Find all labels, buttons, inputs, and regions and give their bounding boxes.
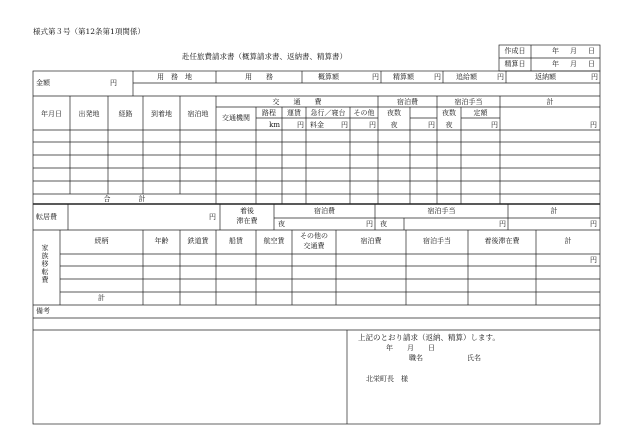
- relocation-night-1: 夜: [278, 220, 285, 228]
- refund-label: 返納額: [535, 73, 556, 81]
- family-sum-label: 計: [98, 294, 105, 302]
- settled-month: 月: [570, 60, 577, 68]
- job-title-label: 職名: [409, 354, 423, 362]
- additional-yen: 円: [497, 73, 504, 81]
- col-arrive: 到着地: [151, 110, 172, 118]
- col-total-yen: 円: [590, 121, 597, 129]
- created-year: 年: [552, 47, 559, 55]
- col-distance-unit: km: [269, 121, 280, 129]
- col-lodging-allowance: 宿泊手当: [454, 98, 483, 106]
- col-date: 年月日: [41, 110, 62, 118]
- relocation-lodging: 宿泊費: [314, 207, 335, 215]
- settled-day: 日: [588, 60, 595, 68]
- request-date: 年 月 日: [386, 344, 435, 352]
- col-nights: 夜数: [387, 109, 401, 117]
- col-transport: 交 通 費: [272, 98, 322, 106]
- family-lodging: 宿泊費: [360, 237, 382, 245]
- family-relation: 続柄: [94, 237, 109, 245]
- col-transport-org: 交通機関: [222, 114, 250, 122]
- col-surcharge: 料金: [310, 121, 324, 129]
- settled-year: 年: [552, 60, 559, 68]
- amount-label: 金額: [36, 79, 50, 87]
- relocation-night-2: 夜: [380, 220, 387, 228]
- settlement-label: 精算額: [393, 73, 414, 81]
- col-allow-nights-unit: 夜: [445, 121, 453, 129]
- col-depart: 出発地: [78, 110, 100, 118]
- settled-date-label: 精算日: [504, 60, 526, 68]
- estimate-label: 概算額: [318, 73, 339, 81]
- family-age: 年齢: [154, 237, 169, 245]
- created-day: 日: [588, 47, 595, 55]
- col-fare-yen: 円: [297, 121, 304, 129]
- notes-label: 備考: [36, 307, 50, 315]
- col-lodging-cost: 宿泊費: [397, 98, 418, 106]
- family-other-2: 交通費: [303, 242, 325, 250]
- request-statement: 上記のとおり請求（返納、精算）します。: [358, 333, 500, 342]
- relocation-yen-3: 円: [590, 220, 597, 228]
- family-rail: 鉄道賃: [187, 237, 209, 245]
- col-express: 急行／寝台: [310, 109, 346, 117]
- relocation-yen-2: 円: [499, 220, 506, 228]
- relocation-yen-1: 円: [366, 220, 373, 228]
- travel-sum-label: 合 計: [103, 195, 146, 203]
- arrival-stay-label-2: 滞在費: [236, 217, 258, 225]
- family-allowance: 宿泊手当: [423, 237, 451, 245]
- family-side-label: 家族移転費: [41, 244, 49, 284]
- duty-place-label: 用 務 地: [157, 73, 192, 81]
- col-distance: 路程: [262, 109, 276, 117]
- col-lodging-place: 宿泊地: [187, 110, 209, 118]
- col-surcharge-yen: 円: [341, 121, 348, 129]
- family-ship: 船賃: [229, 237, 243, 245]
- moving-yen: 円: [209, 213, 216, 221]
- relocation-total: 計: [550, 207, 558, 215]
- col-lodging-yen: 円: [428, 121, 435, 129]
- family-other-1: その他の: [300, 232, 328, 240]
- arrival-stay-label-1: 着後: [240, 207, 254, 215]
- col-total: 計: [546, 98, 554, 106]
- family-arrival-stay: 着後滞在費: [484, 237, 520, 245]
- moving-label: 転居費: [36, 213, 57, 221]
- created-month: 月: [570, 47, 577, 55]
- col-fixed-yen: 円: [491, 121, 498, 129]
- col-allow-nights: 夜数: [442, 109, 456, 117]
- page-title: 赴任旅費請求書（概算請求書、返納書、精算書）: [182, 52, 347, 61]
- form-number: 様式第３号（第12条第1項関係）: [33, 27, 145, 36]
- refund-yen: 円: [591, 73, 598, 81]
- col-other-yen: 円: [369, 121, 376, 129]
- col-nights-unit: 夜: [390, 121, 398, 129]
- family-total: 計: [564, 237, 572, 245]
- col-other: その他: [353, 109, 375, 117]
- family-air: 航空賃: [263, 237, 285, 245]
- family-total-yen: 円: [590, 256, 597, 264]
- additional-label: 追給額: [456, 73, 477, 81]
- relocation-allowance: 宿泊手当: [427, 207, 456, 215]
- addressee: 北栄町長 様: [366, 375, 408, 383]
- col-route: 経路: [118, 110, 133, 118]
- estimate-yen: 円: [372, 73, 379, 81]
- settlement-yen: 円: [434, 73, 441, 81]
- col-fixed: 定額: [473, 109, 488, 117]
- business-label: 用 務: [245, 73, 273, 81]
- name-label: 氏名: [467, 354, 481, 362]
- amount-yen: 円: [110, 79, 117, 87]
- col-fare: 運賃: [287, 109, 301, 117]
- created-date-label: 作成日: [504, 47, 526, 55]
